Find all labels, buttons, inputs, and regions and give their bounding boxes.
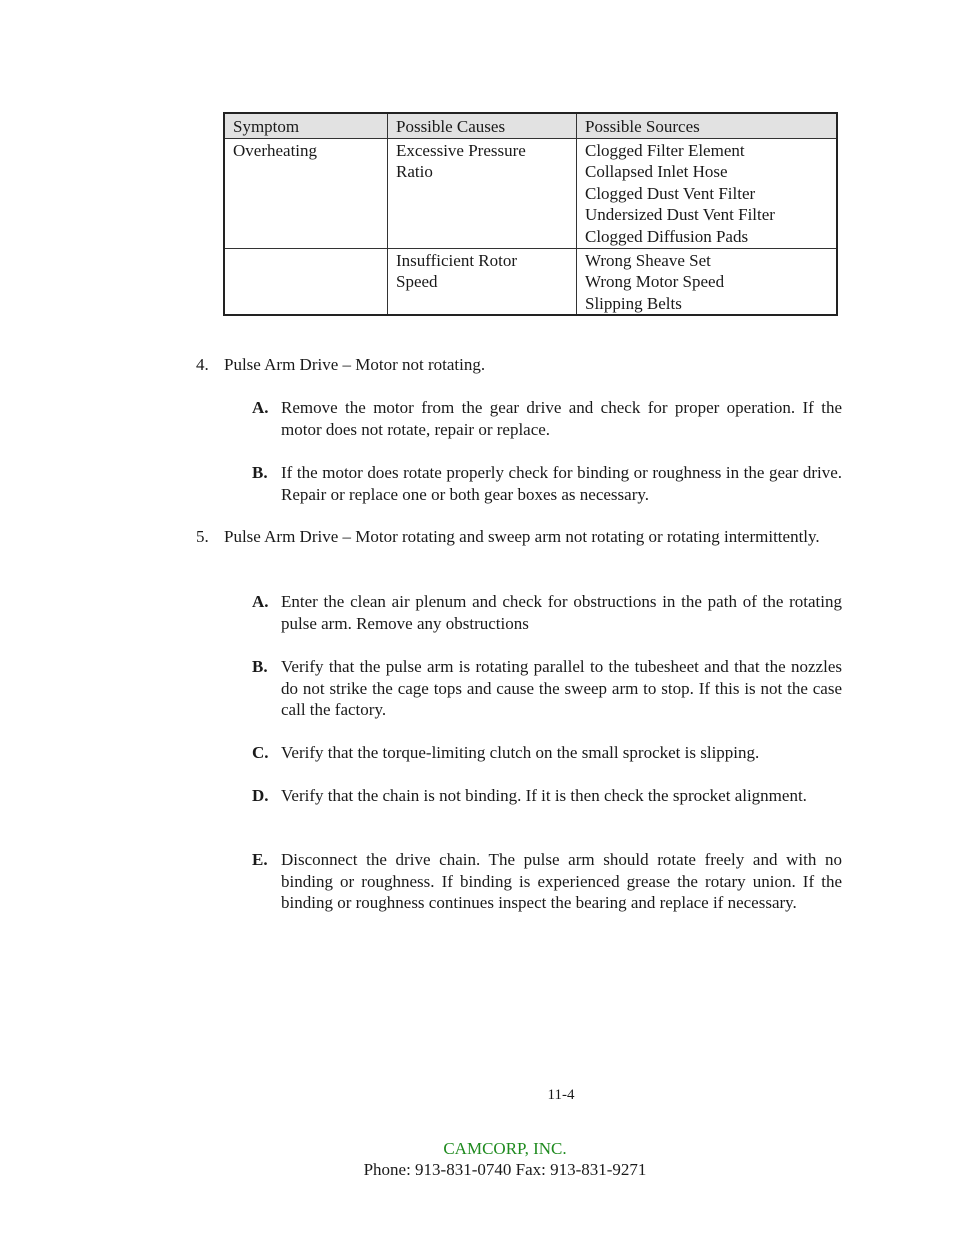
troubleshooting-table	[223, 112, 838, 316]
subitem-5a	[252, 591, 842, 634]
item-number: 4.	[196, 355, 209, 374]
cause-line: Excessive Pressure	[396, 140, 526, 160]
list-item-5	[196, 526, 842, 548]
subitem-5e	[252, 849, 842, 914]
source-line: Slipping Belts	[585, 293, 682, 313]
source-line: Clogged Filter Element	[585, 140, 745, 160]
subitem-letter: A.	[252, 592, 269, 611]
symptom-cell: Overheating	[224, 138, 388, 248]
subitem-5c	[252, 742, 842, 764]
subitem-text: If the motor does rotate properly check for binding or roughness in the gear drive. Repair or replace one or both gear boxes as necessary.	[281, 463, 842, 504]
cause-cell	[388, 248, 577, 315]
table-header-row	[224, 113, 837, 138]
table-row	[224, 248, 837, 315]
subitem-letter: D.	[252, 786, 269, 805]
source-line: Wrong Motor Speed	[585, 272, 725, 292]
header-possible-causes: Possible Causes	[388, 113, 577, 138]
subitem-5d	[252, 785, 842, 807]
item-text: Pulse Arm Drive – Motor not rotating.	[224, 355, 486, 374]
cause-cell	[388, 138, 577, 248]
subitem-letter: A.	[252, 398, 269, 417]
cause-line: Ratio	[396, 162, 433, 182]
subitem-letter: E.	[252, 850, 268, 869]
subitem-4a	[252, 397, 842, 440]
subitem-4b	[252, 462, 842, 505]
list-item-4	[196, 354, 842, 376]
cause-line: Speed	[396, 272, 438, 292]
subitem-5b	[252, 656, 842, 721]
source-line: Clogged Dust Vent Filter	[585, 183, 756, 203]
sources-cell	[577, 138, 838, 248]
cause-line: Insufficient Rotor	[396, 250, 518, 270]
subitem-text: Disconnect the drive chain. The pulse arm should rotate freely and with no binding or roughness. If binding is experienced grease the rotary union. If the binding or roughness continues inspect the bearing and replace if necessary.	[281, 850, 842, 913]
footer-company-name: CAMCORP, INC.	[443, 1139, 567, 1158]
subitem-letter: B.	[252, 463, 268, 482]
source-line: Clogged Diffusion Pads	[585, 226, 749, 246]
item-text: Pulse Arm Drive – Motor rotating and sweep arm not rotating or rotating intermittently.	[224, 527, 820, 546]
item-number: 5.	[196, 527, 209, 546]
subitem-letter: C.	[252, 743, 269, 762]
subitem-text: Verify that the pulse arm is rotating parallel to the tubesheet and that the nozzles do not strike the cage tops and cause the sweep arm to stop. If this is not the case call the factory.	[281, 657, 842, 720]
page-number: 11-4	[547, 1087, 575, 1103]
source-line: Wrong Sheave Set	[585, 250, 711, 270]
footer-phone-fax: Phone: 913-831-0740 Fax: 913-831-9271	[363, 1160, 647, 1179]
table-row	[224, 138, 837, 248]
header-possible-sources: Possible Sources	[577, 113, 838, 138]
subitem-text: Verify that the torque-limiting clutch on the small sprocket is slipping.	[281, 743, 760, 762]
source-line: Undersized Dust Vent Filter	[585, 205, 775, 225]
sources-cell	[577, 248, 838, 315]
symptom-cell	[224, 248, 388, 315]
header-symptom: Symptom	[224, 113, 388, 138]
subitem-letter: B.	[252, 657, 268, 676]
source-line: Collapsed Inlet Hose	[585, 162, 728, 182]
subitem-text: Remove the motor from the gear drive and check for proper operation. If the motor does not rotate, repair or replace.	[281, 398, 842, 439]
subitem-text: Verify that the chain is not binding. If it is then check the sprocket alignment.	[281, 786, 807, 805]
subitem-text: Enter the clean air plenum and check for obstructions in the path of the rotating pulse arm. Remove any obstructions	[281, 592, 842, 633]
